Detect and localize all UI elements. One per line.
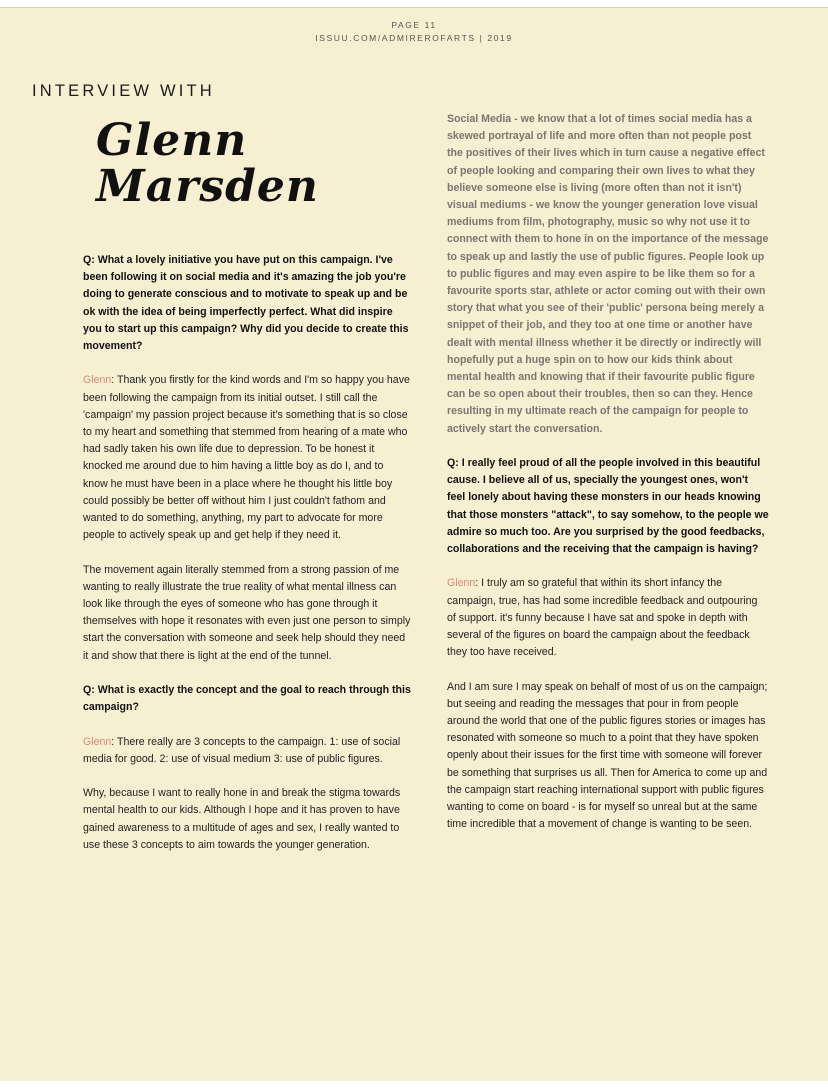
answer-1 [83, 372, 411, 544]
question-2: Q: What is exactly the concept and the goal to reach through this campaign? [83, 684, 411, 714]
page-number: PAGE 11 [391, 20, 437, 30]
page-header [0, 19, 828, 45]
source-line: ISSUU.COM/ADMIREROFARTS | 2019 [315, 33, 513, 43]
first-name: Glenn [96, 115, 248, 166]
answer-2-paragraph-3: Social Media - we know that a lot of times social media has a skewed portrayal of life and more often than not people post the positives of their lives which in turn cause a negative effect of people looking and comparing their own lives to what they believe someone else is living (more often than not it isn't) visual mediums - we know the younger generation love visual mediums from film, photography, music so why not use it to connect with them to hone in on the importance of the message to speak up and lastly the use of public figures. People look up to public figures and may even aspire to be like them so for a favourite sports star, athlete or actor coming out with their own story that what you see of their 'public' persona being merely a snippet of their job, and they too at one time or another have dealt with mental illness whether it be directly or indirectly will hopefully put a huge spin on to how our kids think about mental health and knowing that if their favourite public figure can be so open about their troubles, then so can they. Hence resulting in my ultimate reach of the campaign for people to actively start the conversation. [447, 113, 769, 435]
speaker-label: Glenn [83, 735, 112, 748]
answer-3-text: : I truly am so grateful that within its short infancy the campaign, true, has had some incredible feedback and outpouring of support. it's funny because I have sat and spoke in depth with several of the figures on board the campaign about the feedback they too have received. [447, 577, 758, 659]
answer-3-paragraph-2: And I am sure I may speak on behalf of most of us on the campaign; but seeing and reading the messages that pour in from people around the world that one of the public figures stories or images has resonated with someone so much to a point that they have spoken openly about their issues for the first time with someone will forever be something that surprises us all. Then for America to come up and the campaign start reaching international support with public figures wanting to come on board - is for myself so unreal but at the same time incredible that a movement of change is wanting to be seen. [447, 680, 768, 831]
magazine-page [0, 7, 828, 1081]
left-column [83, 252, 411, 871]
right-column [447, 111, 769, 851]
answer-1-text: : Thank you firstly for the kind words and I'm so happy you have been following the campaign from its initial outset. I still call the 'campaign' my passion project because it's something that is so close to my heart and something that stemmed from hearing of a mate who had sadly taken his own life due to depression. To be honest it knocked me around due to him having a little boy as do I, and to know he must have been in a place where he thought his little boy could possibly be better off without him I just couldn't fathom and wanted to do something, anything, my part to advocate for more people to actively speak up and get help if they need it. [83, 374, 410, 542]
last-name: Marsden [96, 161, 319, 212]
answer-2-paragraph-2: Why, because I want to really hone in and break the stigma towards mental health to our kids. Although I hope and it has proven to have gained awareness to a multitude of ages and sex, I really wanted to use these 3 concepts to aim towards the younger generation. [83, 787, 401, 851]
question-1: Q: What a lovely initiative you have put on this campaign. I've been following it on social media and it's amazing the job you're doing to generate conscious and to motivate to speak up and be ok with the idea of being imperfectly perfect. What did inspire you to start up this campaign? Why did you decide to create this movement? [83, 254, 409, 353]
answer-2-text: : There really are 3 concepts to the campaign. 1: use of social media for good. 2: use of visual medium 3: use of public figures. [83, 735, 401, 765]
speaker-label: Glenn [447, 577, 476, 590]
interviewee-name [96, 115, 319, 212]
answer-3 [447, 575, 769, 661]
speaker-label: Glenn [83, 374, 112, 387]
interview-kicker: INTERVIEW WITH [32, 82, 215, 100]
question-3: Q: I really feel proud of all the people involved in this beautiful cause. I believe all of us, specially the youngest ones, won't feel lonely about having these monsters in our heads knowing that those monsters "attack", to say somehow, to the people we admire so much too. Are you surprised by the good feedbacks, collaborations and the receiving that the campaign is having? [447, 457, 769, 556]
answer-2 [83, 734, 411, 768]
answer-1-paragraph-2: The movement again literally stemmed from a strong passion of me wanting to really illustrate the true reality of what mental illness can look like through the eyes of someone who has gone through it themselves with hope it resonates with even just one person to simply start the conversation with someone and seek help should they need it and show that there is light at the end of the tunnel. [83, 563, 411, 662]
